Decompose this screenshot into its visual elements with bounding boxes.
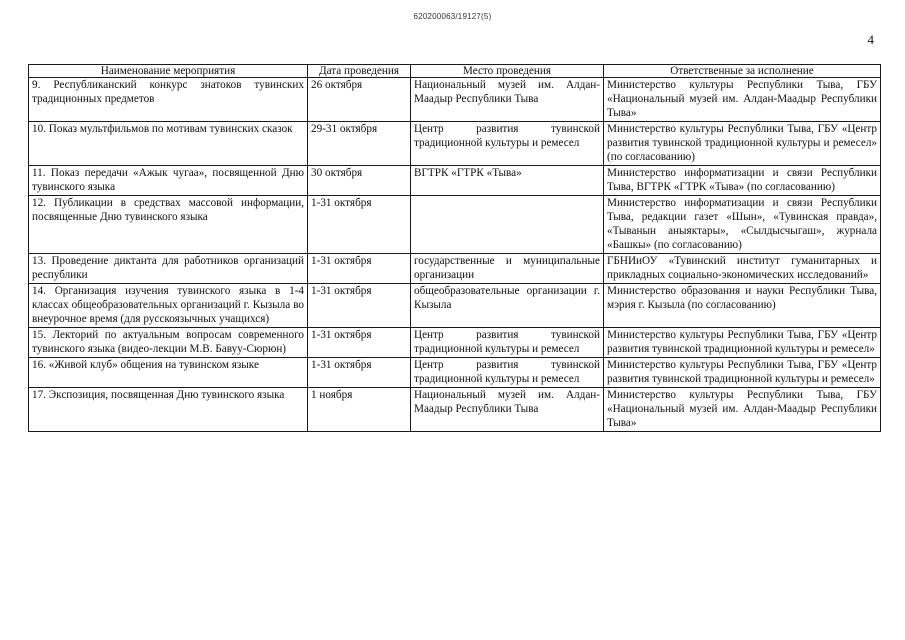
cell-responsible: Министерство культуры Республики Тыва, ГБУ «Центр развития тувинской традиционной культуры и ремесел»: [604, 358, 881, 388]
cell-date: 30 октября: [308, 166, 411, 196]
header-row: [29, 65, 881, 78]
header-place: Место проведения: [411, 65, 604, 78]
table-row: [29, 328, 881, 358]
page-number: 4: [867, 32, 874, 47]
cell-place: Центр развития тувинской традиционной культуры и ремесел: [411, 328, 604, 358]
cell-event: 17. Экспозиция, посвященная Дню тувинского языка: [29, 388, 308, 432]
cell-event: 11. Показ передачи «Ажык чугаа», посвященной Дню тувинского языка: [29, 166, 308, 196]
table-header: [29, 65, 881, 78]
cell-place: Центр развития тувинской традиционной культуры и ремесел: [411, 122, 604, 166]
cell-place: Национальный музей им. Алдан-Маадыр Республики Тыва: [411, 388, 604, 432]
document-code: 620200063/19127(5): [413, 12, 492, 21]
table-row: [29, 254, 881, 284]
table-row: [29, 358, 881, 388]
cell-date: 1-31 октября: [308, 328, 411, 358]
cell-responsible: Министерство информатизации и связи Республики Тыва, ВГТРК «ГТРК «Тыва» (по согласованию): [604, 166, 881, 196]
cell-place: общеобразовательные организации г. Кызыла: [411, 284, 604, 328]
cell-responsible: ГБНИиОУ «Тувинский институт гуманитарных и прикладных социально-экономических исследований»: [604, 254, 881, 284]
cell-date: 1 ноября: [308, 388, 411, 432]
events-table: [28, 64, 881, 432]
cell-date: 1-31 октября: [308, 196, 411, 254]
header-event-name: Наименование мероприятия: [29, 65, 308, 78]
table-row: [29, 78, 881, 122]
cell-place: государственные и муниципальные организации: [411, 254, 604, 284]
cell-date: 1-31 октября: [308, 254, 411, 284]
cell-event: 15. Лекторий по актуальным вопросам современного тувинского языка (видео-лекции М.В. Бавуу-Сюрюн): [29, 328, 308, 358]
header-date: Дата проведения: [308, 65, 411, 78]
cell-place: Национальный музей им. Алдан-Маадыр Республики Тыва: [411, 78, 604, 122]
cell-date: 26 октября: [308, 78, 411, 122]
cell-place: ВГТРК «ГТРК «Тыва»: [411, 166, 604, 196]
table-row: [29, 284, 881, 328]
cell-responsible: Министерство культуры Республики Тыва, ГБУ «Национальный музей им. Алдан-Маадыр Республики Тыва»: [604, 78, 881, 122]
cell-event: 12. Публикации в средствах массовой информации, посвященные Дню тувинского языка: [29, 196, 308, 254]
table-row: [29, 388, 881, 432]
table-row: [29, 166, 881, 196]
cell-date: 29-31 октября: [308, 122, 411, 166]
table-body: [29, 78, 881, 432]
cell-place: [411, 196, 604, 254]
cell-responsible: Министерство образования и науки Республики Тыва, мэрия г. Кызыла (по согласованию): [604, 284, 881, 328]
cell-responsible: Министерство культуры Республики Тыва, ГБУ «Центр развития тувинской традиционной культуры и ремесел» (по согласованию): [604, 122, 881, 166]
table-row: [29, 196, 881, 254]
cell-event: 10. Показ мультфильмов по мотивам тувинских сказок: [29, 122, 308, 166]
cell-event: 13. Проведение диктанта для работников организаций республики: [29, 254, 308, 284]
cell-responsible: Министерство информатизации и связи Республики Тыва, редакции газет «Шын», «Тувинская правда», «Тыванын аныяктары», «Сылдысчыгаш», журнала «Башкы» (по согласованию): [604, 196, 881, 254]
cell-event: 16. «Живой клуб» общения на тувинском языке: [29, 358, 308, 388]
cell-event: 9. Республиканский конкурс знатоков тувинских традиционных предметов: [29, 78, 308, 122]
cell-place: Центр развития тувинской традиционной культуры и ремесел: [411, 358, 604, 388]
cell-event: 14. Организация изучения тувинского языка в 1-4 классах общеобразовательных организаций г. Кызыла во внеурочное время (для русскоязычных учащихся): [29, 284, 308, 328]
table-row: [29, 122, 881, 166]
header-responsible: Ответственные за исполнение: [604, 65, 881, 78]
cell-date: 1-31 октября: [308, 358, 411, 388]
cell-responsible: Министерство культуры Республики Тыва, ГБУ «Центр развития тувинской традиционной культуры и ремесел»: [604, 328, 881, 358]
cell-responsible: Министерство культуры Республики Тыва, ГБУ «Национальный музей им. Алдан-Маадыр Республики Тыва»: [604, 388, 881, 432]
cell-date: 1-31 октября: [308, 284, 411, 328]
